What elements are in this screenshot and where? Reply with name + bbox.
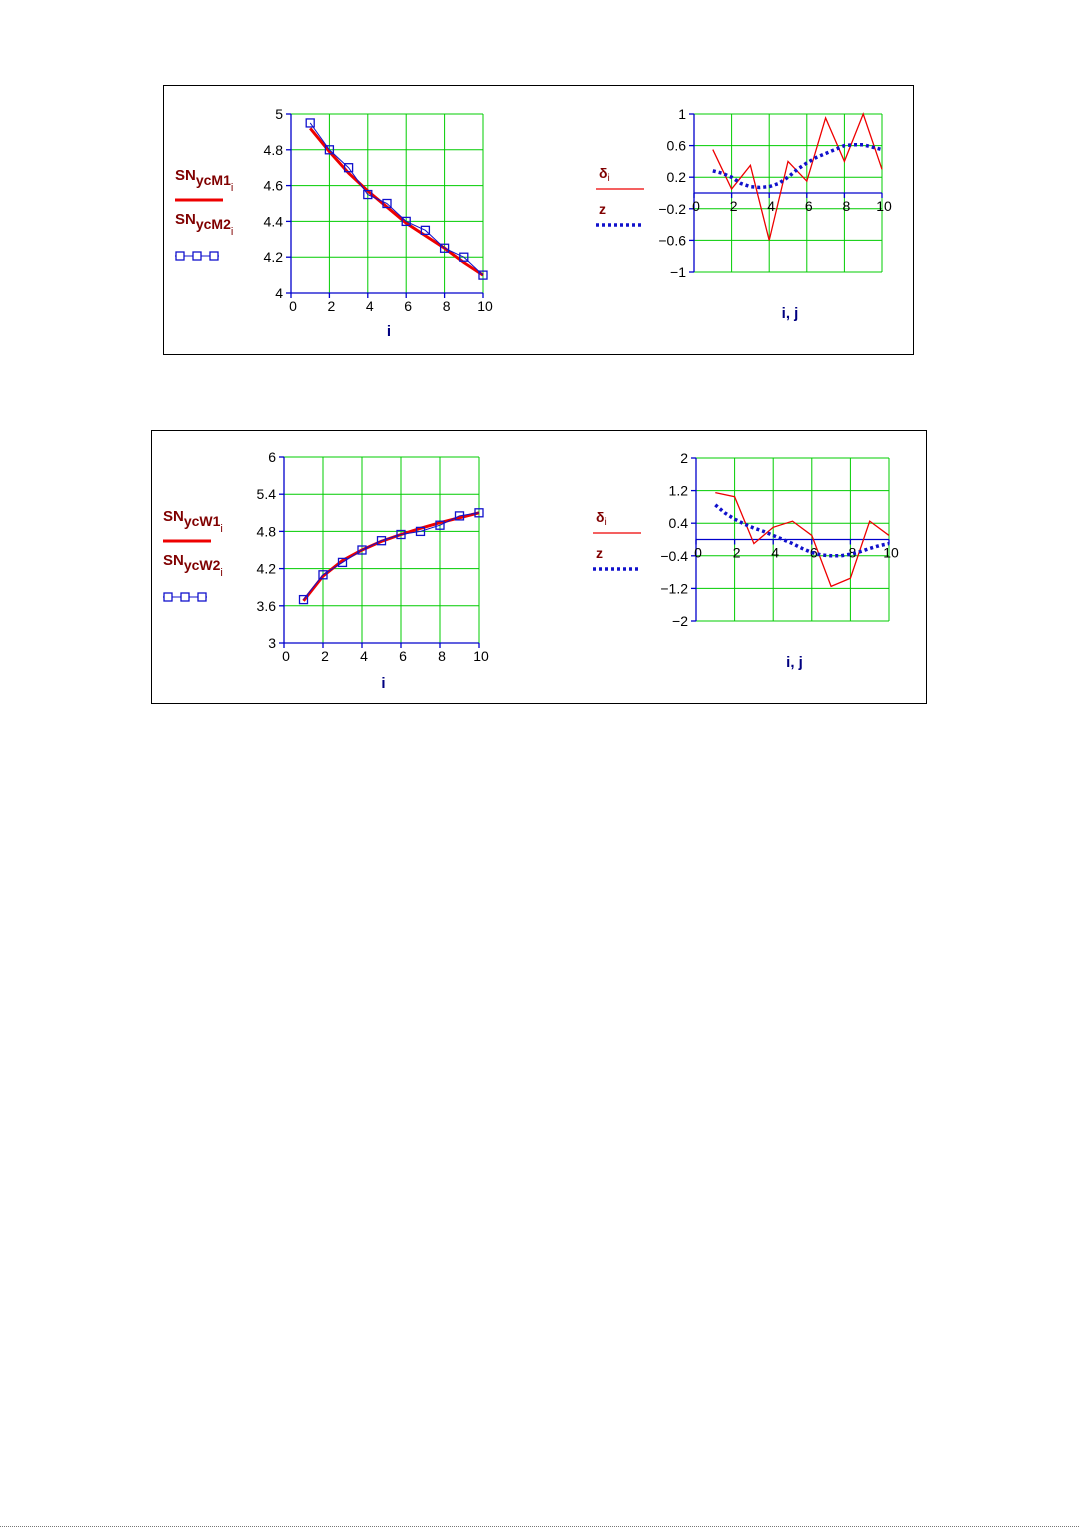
y-tick-label: −0.2: [658, 200, 686, 217]
x-tick-label: 6: [804, 198, 813, 214]
y-tick-label: −1: [670, 264, 686, 280]
x-tick-label: 2: [732, 544, 741, 561]
y-tick-label: 5.4: [256, 486, 276, 503]
x-tick-label: 6: [404, 298, 413, 314]
y-tick-label: 5: [275, 106, 283, 122]
y-tick-label: 6: [268, 449, 276, 465]
legend-label: $\delta_i$: [599, 165, 610, 184]
page-bottom-rule: [0, 1526, 1079, 1527]
y-tick-label: 4.8: [256, 523, 276, 540]
y-tick-label: −2: [672, 613, 688, 629]
x-tick-label: 2: [729, 198, 738, 214]
x-tick-label: 6: [399, 648, 407, 664]
x-tick-label: 10: [876, 198, 892, 214]
chart-delta-z-top: [163, 85, 914, 355]
x-tick-label: 10: [473, 648, 489, 664]
x-tick-label: 8: [438, 648, 446, 664]
legend-label: $SNycM1_i$: [175, 167, 234, 194]
y-tick-label: 4: [275, 285, 283, 301]
x-tick-label: 4: [767, 198, 776, 214]
x-axis-label: i, j: [781, 305, 799, 322]
legend-label: $SNycM2_i$: [175, 211, 234, 238]
x-axis-label: i: [381, 675, 386, 692]
y-tick-label: 4.4: [263, 213, 283, 230]
x-axis-label: i, j: [786, 654, 803, 671]
legend-label: $\delta_i$: [596, 509, 607, 528]
y-tick-label: −0.6: [658, 232, 686, 249]
legend-label: z: [596, 545, 603, 561]
y-tick-label: 3.6: [256, 597, 276, 614]
y-tick-label: 2: [680, 450, 688, 466]
y-tick-label: 4.6: [263, 177, 283, 194]
y-tick-label: 0.4: [668, 515, 688, 532]
x-axis-label: i: [386, 323, 392, 340]
x-tick-label: 4: [360, 648, 368, 664]
legend-label: z: [599, 201, 606, 217]
legend-label: $SNycW1_i$: [163, 508, 223, 535]
y-tick-label: 4.2: [256, 560, 276, 577]
legend: [596, 165, 644, 225]
y-tick-label: 0.6: [666, 137, 686, 154]
x-tick-label: 10: [883, 544, 899, 561]
x-tick-label: 4: [771, 544, 780, 561]
y-tick-label: 3: [268, 635, 276, 651]
x-tick-label: 10: [477, 298, 493, 314]
x-tick-label: 0: [692, 198, 700, 214]
y-tick-label: 4.8: [263, 141, 283, 158]
y-tick-label: −0.4: [660, 547, 688, 564]
y-tick-label: −1.2: [660, 580, 688, 597]
x-tick-label: 0: [694, 544, 702, 561]
x-tick-label: 2: [327, 298, 336, 314]
x-tick-label: 8: [848, 544, 857, 561]
x-tick-label: 8: [442, 298, 451, 314]
y-tick-label: 1.2: [668, 482, 688, 499]
x-tick-label: 8: [842, 198, 851, 214]
x-tick-label: 4: [365, 298, 374, 314]
y-tick-label: 0.2: [666, 169, 686, 186]
x-tick-label: 0: [282, 648, 290, 664]
chart-delta-z-bottom: [151, 430, 927, 704]
x-tick-label: 6: [809, 544, 818, 561]
y-tick-label: 1: [678, 106, 686, 122]
x-tick-label: 0: [289, 298, 297, 314]
y-tick-label: 4.2: [263, 249, 283, 266]
legend: [593, 509, 641, 569]
x-tick-label: 2: [321, 648, 329, 664]
legend-label: $SNycW2_i$: [163, 552, 223, 579]
